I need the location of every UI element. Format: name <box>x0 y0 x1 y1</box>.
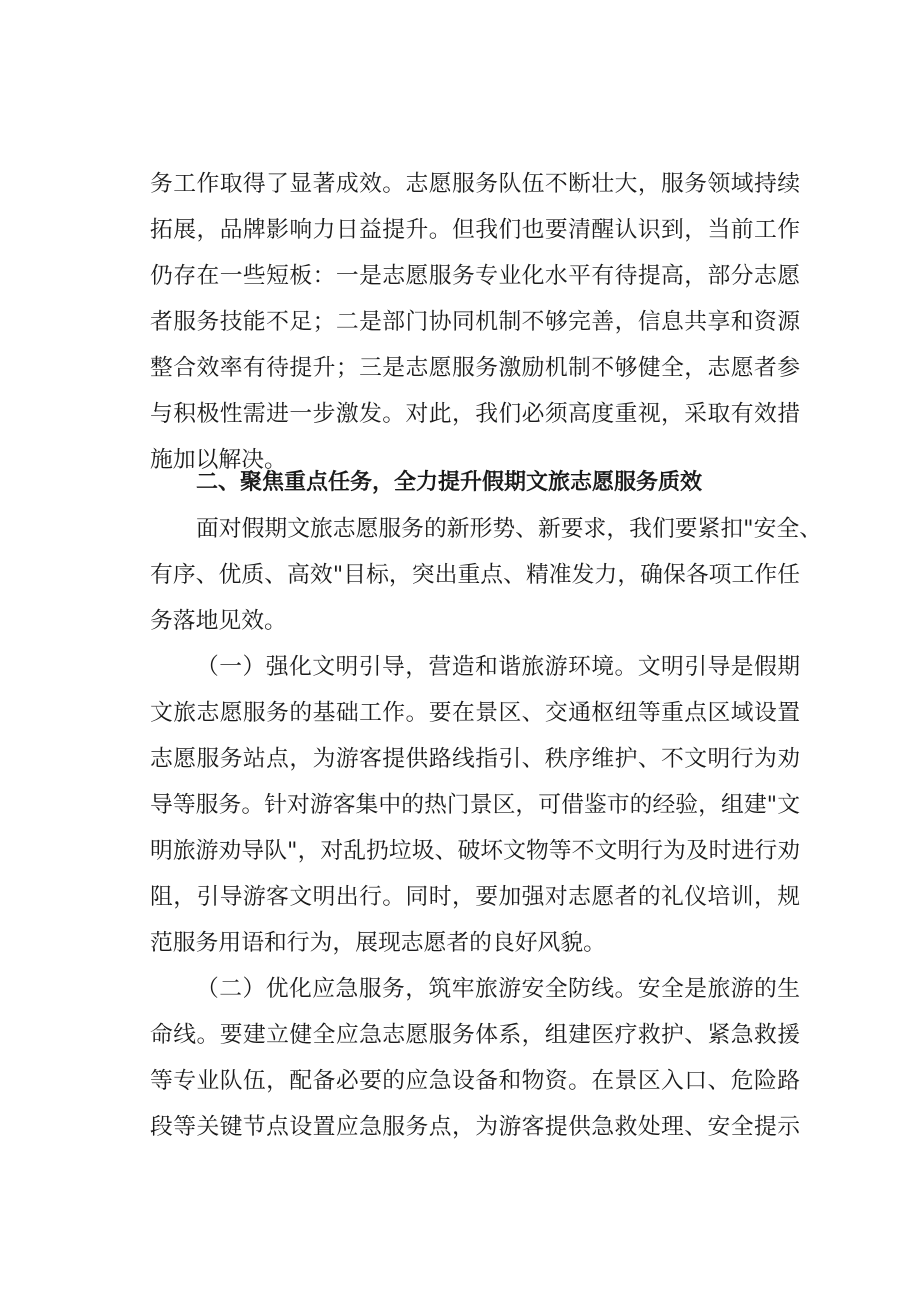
paragraph-line: 仍存在一些短板：一是志愿服务专业化水平有待提高，部分志愿 <box>150 263 800 289</box>
paragraph-line: （二）优化应急服务，筑牢旅游安全防线。安全是旅游的生 <box>196 976 800 1002</box>
paragraph-line: 面对假期文旅志愿服务的新形势、新要求，我们要紧扣"安全、 <box>196 516 823 542</box>
paragraph-line: 阻，引导游客文明出行。同时，要加强对志愿者的礼仪培训，规 <box>150 884 800 910</box>
paragraph-line: 等专业队伍，配备必要的应急设备和物资。在景区入口、危险路 <box>150 1068 800 1094</box>
paragraph-line: 段等关键节点设置应急服务点，为游客提供急救处理、安全提示 <box>150 1114 800 1140</box>
paragraph-line: 施加以解决。 <box>150 447 287 473</box>
paragraph-line: 整合效率有待提升；三是志愿服务激励机制不够健全，志愿者参 <box>150 355 800 381</box>
paragraph-line: 务工作取得了显著成效。志愿服务队伍不断壮大，服务领域持续 <box>150 171 800 197</box>
section-heading: 二、聚焦重点任务，全力提升假期文旅志愿服务质效 <box>196 470 703 495</box>
paragraph-line: 与积极性需进一步激发。对此，我们必须高度重视，采取有效措 <box>150 401 800 427</box>
paragraph-line: （一）强化文明引导，营造和谐旅游环境。文明引导是假期 <box>196 654 800 680</box>
paragraph-line: 拓展，品牌影响力日益提升。但我们也要清醒认识到，当前工作 <box>150 217 800 243</box>
paragraph-line: 志愿服务站点，为游客提供路线指引、秩序维护、不文明行为劝 <box>150 746 800 772</box>
paragraph-line: 命线。要建立健全应急志愿服务体系，组建医疗救护、紧急救援 <box>150 1022 800 1048</box>
paragraph-line: 范服务用语和行为，展现志愿者的良好风貌。 <box>150 930 606 956</box>
paragraph-line: 务落地见效。 <box>150 608 287 634</box>
paragraph-line: 文旅志愿服务的基础工作。要在景区、交通枢纽等重点区域设置 <box>150 700 800 726</box>
paragraph-line: 导等服务。针对游客集中的热门景区，可借鉴市的经验，组建"文 <box>150 792 800 818</box>
paragraph-line: 有序、优质、高效"目标，突出重点、精准发力，确保各项工作任 <box>150 562 800 588</box>
paragraph-line: 明旅游劝导队"，对乱扔垃圾、破坏文物等不文明行为及时进行劝 <box>150 838 800 864</box>
paragraph-line: 者服务技能不足；二是部门协同机制不够完善，信息共享和资源 <box>150 309 800 335</box>
